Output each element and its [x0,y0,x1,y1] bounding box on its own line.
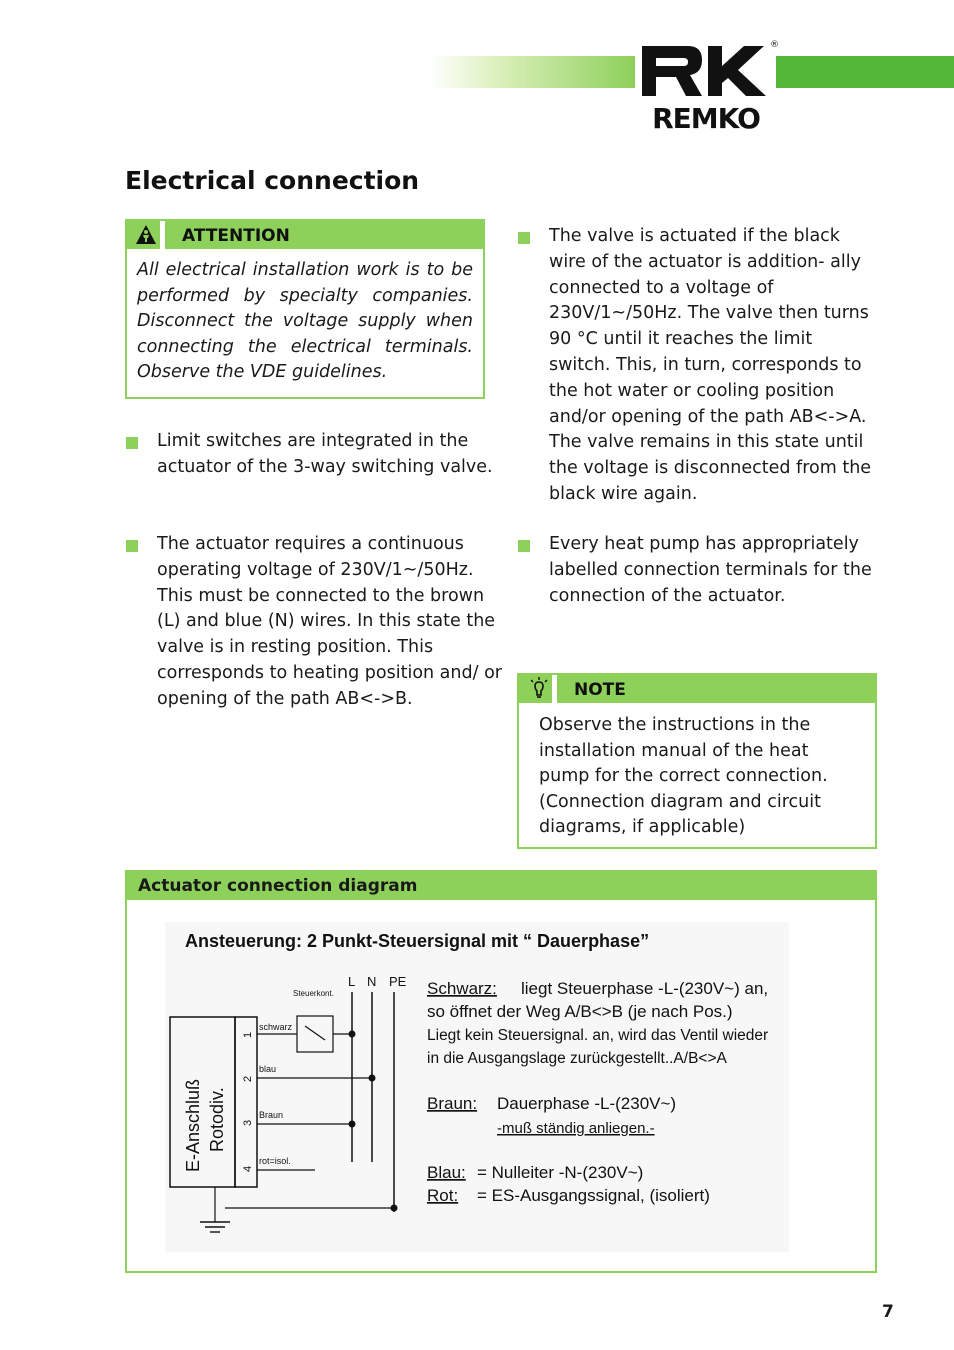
note-rot-key: Rot: [427,1186,459,1205]
junction-dot [349,1121,356,1128]
bullet-text: The valve is actuated if the black wire of the actuator is addition- ally connected to a voltage of 230V/1~/50Hz. The valve then turns 90 °C until it reaches the limit switch. This, in turn, corresponds to the hot water or cooling position and/or opening of the path AB<->A. The valve remains in this state until the voltage is disconnected from the black wire again. [549,226,872,504]
warning-person-icon [134,223,158,247]
note-blau-1: = Nulleiter -N-(230V~) [477,1163,644,1182]
wire-label-braun: Braun [259,1110,284,1120]
attention-text: All electrical installation work is to be performed by specialty companies. Disconnect the voltage supply when connecting the electrical terminals. Observe the VDE guidelines. [137,260,473,382]
bullet-square-icon [126,540,138,552]
diagram-header [127,872,875,900]
diagram-box [125,870,877,1273]
note-box [517,673,877,849]
list-item [549,224,879,508]
page-number: 7 [882,1302,894,1322]
pin-4: 4 [242,1165,254,1172]
note-schwarz-1: liegt Steuerphase -L-(230V~) an, [521,979,769,998]
remko-logo-mark [636,40,776,102]
bullet-text: Every heat pump has appropriately labelled connection terminals for the connection of the actuator. [549,534,872,606]
note-schwarz-2: so öffnet der Weg A/B<>B (je nach Pos.) [427,1002,733,1021]
switch-label: Steuerkont. [293,989,334,998]
page-title: Electrical connection [125,166,420,195]
diagram-title: Ansteuerung: 2 Punkt-Steuersignal mit “ Dauerphase” [185,931,650,951]
list-item [549,532,879,609]
device-label-2: Rotodiv. [207,1087,227,1152]
diagram-heading: Actuator connection diagram [138,876,418,896]
pin-2: 2 [242,1075,254,1082]
attention-box [125,219,485,399]
note-schwarz-key: Schwarz: [427,979,497,998]
header-gradient-bar [430,56,635,88]
pin-3: 3 [242,1119,254,1126]
terminal-label-n: N [367,974,377,989]
lightbulb-icon [528,677,550,701]
junction-dot [369,1075,376,1082]
header-green-bar [772,56,954,88]
bullet-square-icon [518,232,530,244]
registered-mark: ® [770,40,779,50]
note-braun-1: Dauerphase -L-(230V~) [497,1094,677,1113]
brand-name: REMKO [652,102,760,135]
bullet-text: Limit switches are integrated in the actuator of the 3-way switching valve. [157,431,493,477]
note-schwarz-3: Liegt kein Steuersignal. an, wird das Ventil wieder [427,1027,769,1044]
note-header [519,675,875,703]
list-item [157,532,507,713]
wire-label-blau: blau [259,1064,277,1074]
wire-label-rot: rot=isol. [259,1156,291,1166]
note-blau-key: Blau: [427,1163,466,1182]
wire-label-schwarz: schwarz [259,1022,293,1032]
note-label: NOTE [574,680,626,700]
bullet-square-icon [126,437,138,449]
attention-label: ATTENTION [182,226,290,246]
note-rot-1: = ES-Ausgangssignal, (isoliert) [477,1186,710,1205]
list-item [157,429,507,481]
device-label-1: E-Anschluß [183,1078,203,1172]
bullet-text: The actuator requires a continuous operating voltage of 230V/1~/50Hz. This must be connected to the brown (L) and blue (N) wires. In this state the valve is in resting position. This corresponds to heating position and/ or opening of the path AB<->B. [157,534,502,709]
attention-header [127,221,483,249]
junction-dot [349,1031,356,1038]
terminal-label-pe: PE [389,974,407,989]
remko-logo [636,40,779,135]
note-braun-2: -muß ständig anliegen.- [497,1120,655,1137]
note-text: Observe the instructions in the installation manual of the heat pump for the correct connection. (Connection diagram and circuit diagrams, if applicable) [539,715,828,837]
pin-1: 1 [242,1031,254,1038]
bullet-square-icon [518,540,530,552]
note-braun-key: Braun: [427,1094,478,1113]
note-schwarz-4: in die Ausgangslage zurückgestellt..A/B<>A [427,1050,727,1067]
actuator-wiring-diagram [165,922,789,1252]
terminal-label-l: L [348,974,356,989]
